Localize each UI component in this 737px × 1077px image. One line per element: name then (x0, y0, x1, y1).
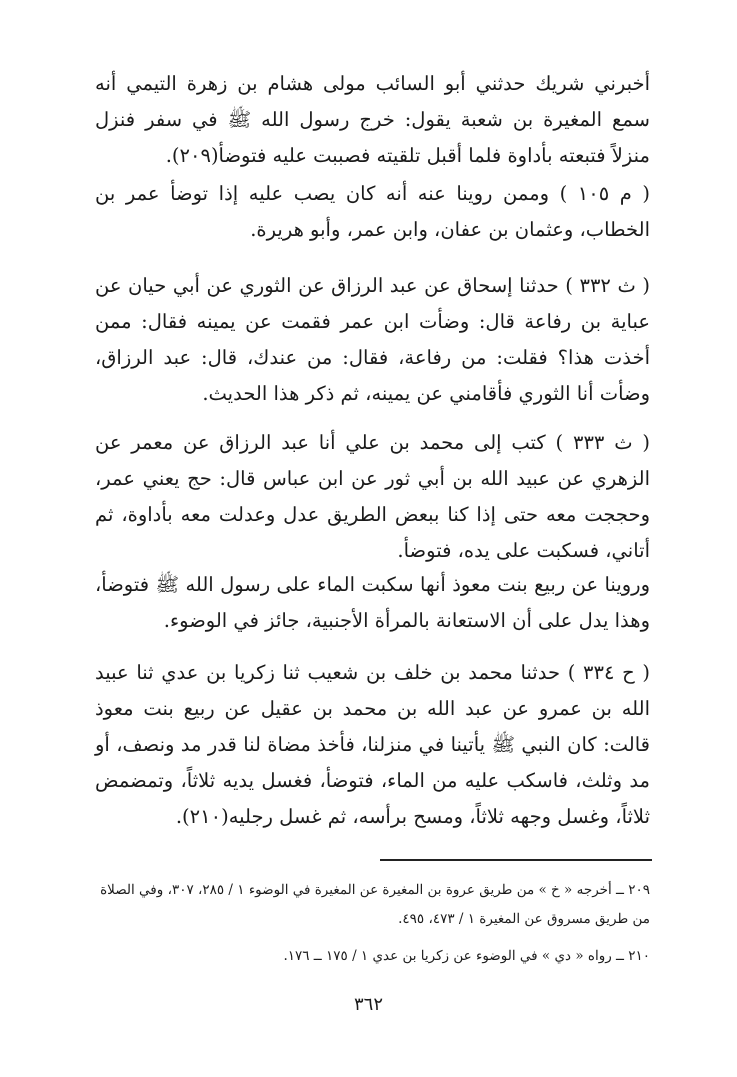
footnote-210: ٢١٠ ــ رواه « دي » في الوضوء عن زكريا بن عدي ١ / ١٧٥ ــ ١٧٦. (283, 948, 650, 964)
paragraph-th332 (95, 268, 650, 412)
paragraph-text: ( ح ٣٣٤ ) حدثنا محمد بن خلف بن شعيب ثنا زكريا بن عدي ثنا عبيد الله بن عمرو عن عبد الله بن محمد بن عقيل عن ربيع بنت معوذ قالت: كان النبي ﷺ يأتينا في منزلنا، فأخذ مضاة لنا قدر مد ونصف، أو مد وثلث، فاسكب عليه من الماء، فتوضأ، فغسل يديه ثلاثاً، وتمضمض ثلاثاً، وغسل وجهه ثلاثاً، ومسح برأسه، ثم غسل رجليه(٢١٠). (95, 661, 651, 828)
footnote-209: ٢٠٩ ــ أخرجه « خ » من طريق عروة بن المغيرة عن المغيرة في الوضوء ١ / ٢٨٥، ٣٠٧، وفي الصلاة من طريق مسروق عن المغيرة ١ / ٤٧٣، ٤٩٥. (100, 882, 650, 927)
paragraph-text: ( ث ٣٣٣ ) كتب إلى محمد بن علي أنا عبد الرزاق عن معمر عن الزهري عن عبيد الله بن أبي ثور عن ابن عباس قال: حج يعني عمر، وحججت معه حتى إذا كنا ببعض الطريق عدل وعدلت معه بأداوة، ثم أتاني، فسكبت على يده، فتوضأ. (95, 431, 650, 562)
paragraph-m105 (95, 176, 650, 248)
paragraph-rubayyi (95, 567, 650, 639)
paragraph-text: أخبرني شريك حدثني أبو السائب مولى هشام بن زهرة التيمي أنه سمع المغيرة بن شعبة يقول: خرج رسول الله ﷺ في سفر فنزل منزلاً فتبعته بأداوة فلما أقبل تلقيته فصببت عليه فتوضأ(٢٠٩). (95, 72, 650, 167)
footnote-divider (380, 859, 652, 861)
paragraph-th333 (95, 425, 650, 569)
paragraph-text: وروينا عن ربيع بنت معوذ أنها سكبت الماء على رسول الله ﷺ فتوضأ، وهذا يدل على أن الاستعانة بالمرأة الأجنبية، جائز في الوضوء. (95, 573, 650, 632)
footnotes (88, 876, 650, 979)
paragraph-h334 (95, 655, 650, 835)
paragraph-text: ( م ١٠٥ ) وممن روينا عنه أنه كان يصب عليه إذا توضأ عمر بن الخطاب، وعثمان بن عفان، وابن عمر، وأبو هريرة. (95, 182, 650, 241)
paragraph-hadith-mughira (95, 66, 650, 174)
paragraph-text: ( ث ٣٣٢ ) حدثنا إسحاق عن عبد الرزاق عن الثوري عن أبي حيان عن عباية بن رفاعة قال: وضأت ابن عمر فقمت عن يمينه فقال: ممن أخذت هذا؟ فقلت: من رفاعة، فقال: من عندك، قال: عبد الرزاق، وضأت أنا الثوري فأقامني عن يمينه، ثم ذكر هذا الحديث. (95, 274, 650, 405)
page-number: ٣٦٢ (353, 994, 383, 1015)
